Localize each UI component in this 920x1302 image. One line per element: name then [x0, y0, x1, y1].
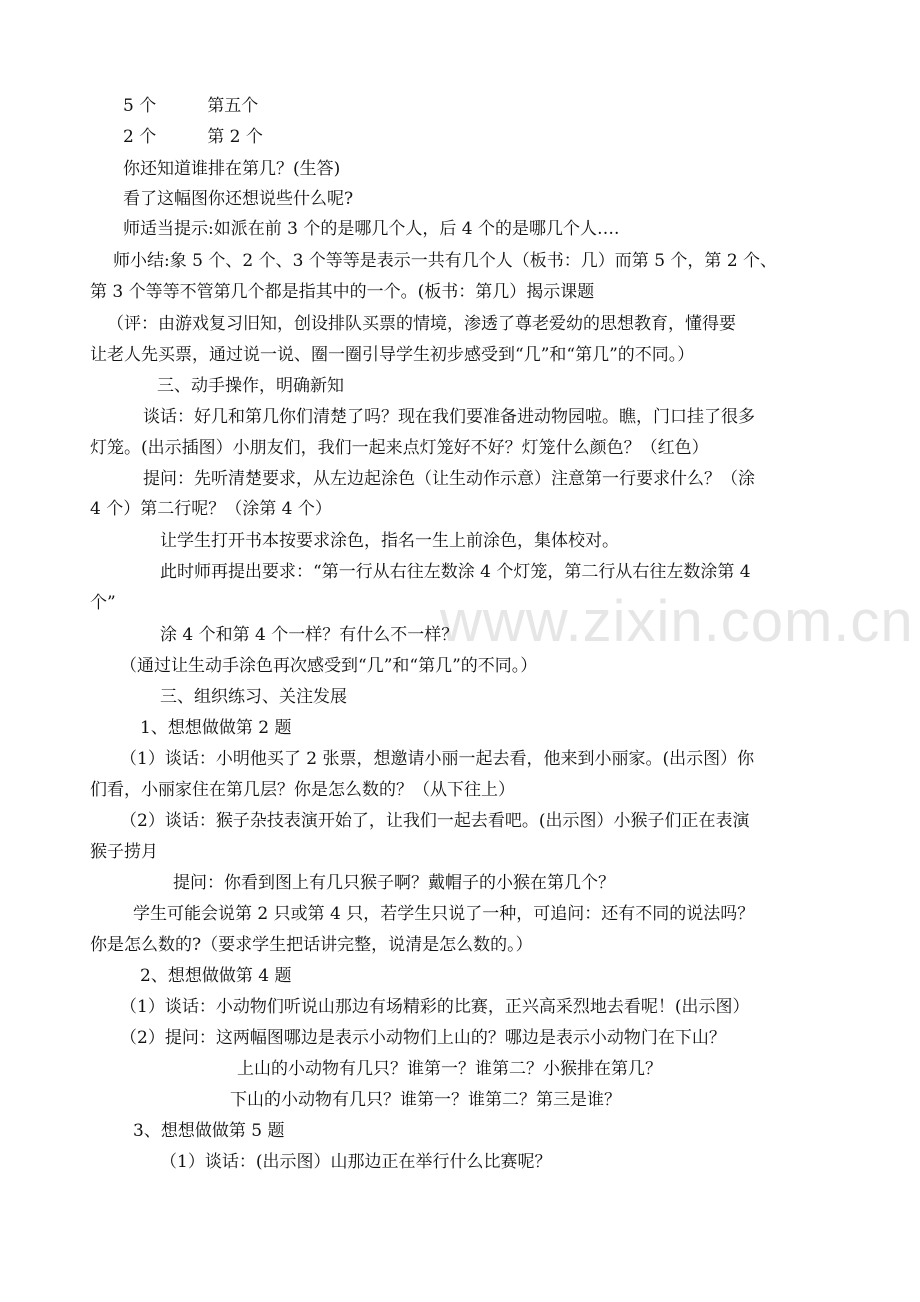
- text-line: （2）谈话：猴子杂技表演开始了，让我们一起去看吧。(出示图）小猴子们正在表演: [120, 811, 750, 831]
- text-line: 提问：你看到图上有几只猴子啊？戴帽子的小猴在第几个？: [173, 873, 615, 893]
- text-line: 上山的小动物有几只？谁第一？谁第二？小猴排在第几？: [237, 1059, 662, 1079]
- text-line: （通过让生动手涂色再次感受到“几”和“第几”的不同。）: [120, 656, 538, 676]
- section-heading: 三、动手操作，明确新知: [157, 376, 344, 396]
- text-line: （1）谈话：(出示图）山那边正在举行什么比赛呢？: [160, 1152, 552, 1172]
- watermark: www.zixin.com.cn: [440, 589, 914, 654]
- text-line: 涂 4 个和第 4 个一样？有什么不一样？: [160, 625, 459, 645]
- text-line: （评：由游戏复习旧知，创设排队买票的情境，渗透了尊老爱幼的思想教育，懂得要: [107, 314, 736, 334]
- text-line: 5 个 第五个: [123, 96, 259, 116]
- text-line: 你还知道谁排在第几？(生答): [123, 159, 341, 179]
- text-line: 学生可能会说第 2 只或第 4 只，若学生只说了一种，可追问：还有不同的说法吗？: [133, 904, 755, 924]
- text-line: 让学生打开书本按要求涂色，指名一生上前涂色，集体校对。: [160, 531, 619, 551]
- text-line: （1）谈话：小动物们听说山那边有场精彩的比赛，正兴高采烈地去看呢！(出示图）: [120, 997, 750, 1017]
- text-line: 师适当提示:如派在前 3 个的是哪几个人，后 4 个的是哪几个人….: [123, 219, 620, 239]
- text-line: 看了这幅图你还想说些什么呢?: [123, 189, 354, 209]
- text-line: 4 个）第二行呢？（涂第 4 个）: [90, 499, 332, 519]
- text-line: 2 个 第 2 个: [123, 127, 263, 147]
- text-line: 们看，小丽家住在第几层？你是怎么数的？（从下往上）: [90, 780, 515, 800]
- text-line: 谈话：好几和第几你们清楚了吗？现在我们要准备进动物园啦。瞧，门口挂了很多: [143, 407, 755, 427]
- text-line: 师小结:象 5 个、2 个、3 个等等是表示一共有几个人（板书：几）而第 5 个，第 2 个、: [113, 251, 778, 271]
- subsection-heading: 1、想想做做第 2 题: [140, 718, 292, 738]
- subsection-heading: 2、想想做做第 4 题: [140, 966, 292, 986]
- text-line: 此时师再提出要求：“第一行从右往左数涂 4 个灯笼，第二行从右往左数涂第 4: [160, 562, 751, 582]
- text-line: 第 3 个等等不管第几个都是指其中的一个。(板书：第几）揭示课题: [90, 282, 595, 302]
- text-line: 你是怎么数的?（要求学生把话讲完整，说清是怎么数的。）: [90, 935, 533, 955]
- text-line: 提问：先听清楚要求，从左边起涂色（让生动作示意）注意第一行要求什么？（涂: [143, 469, 755, 489]
- text-line: （1）谈话：小明他买了 2 张票，想邀请小丽一起去看，他来到小丽家。(出示图）你: [120, 749, 755, 769]
- text-line: （2）提问：这两幅图哪边是表示小动物们上山的？哪边是表示小动物门在下山？: [120, 1028, 726, 1048]
- section-heading: 三、组织练习、关注发展: [160, 687, 347, 707]
- text-line: 让老人先买票，通过说一说、圈一圈引导学生初步感受到“几”和“第几”的不同。）: [90, 345, 695, 365]
- text-line: 猴子捞月: [90, 842, 158, 862]
- text-line: 下山的小动物有几只？谁第一？谁第二？第三是谁？: [230, 1090, 621, 1110]
- subsection-heading: 3、想想做做第 5 题: [133, 1121, 285, 1141]
- text-line: 个”: [90, 593, 116, 613]
- text-line: 灯笼。(出示插图）小朋友们，我们一起来点灯笼好不好？灯笼什么颜色？（红色）: [90, 438, 709, 458]
